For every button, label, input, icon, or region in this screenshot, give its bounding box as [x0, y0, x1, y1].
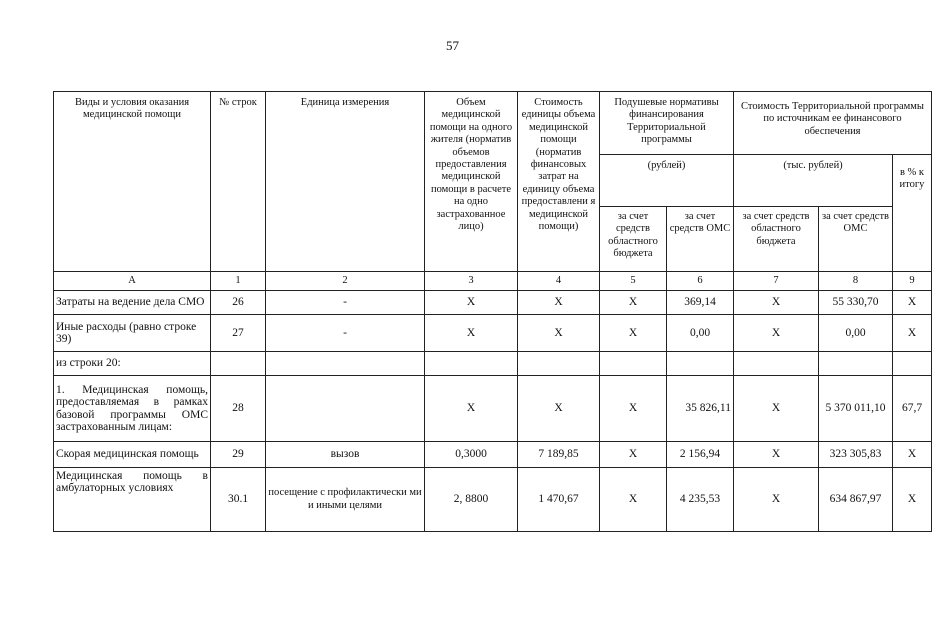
column-number: 4 [518, 272, 600, 291]
page-number: 57 [446, 38, 459, 53]
cell-row-number: 28 [211, 376, 266, 442]
cell-row-number [211, 352, 266, 376]
cell-tc-oms [819, 352, 893, 376]
column-number: 6 [667, 272, 734, 291]
cell-pc-regional: Х [600, 291, 667, 315]
cell-type: из строки 20: [54, 352, 211, 376]
cell-cost: Х [518, 315, 600, 352]
cell-type: Затраты на ведение дела СМО [54, 291, 211, 315]
table-row [54, 291, 932, 315]
cell-percent [893, 352, 932, 376]
column-number: 9 [893, 272, 932, 291]
cell-unit [266, 352, 425, 376]
cell-cost [518, 352, 600, 376]
header-type: Виды и условия оказания медицинской помощи [54, 92, 211, 272]
column-number: 5 [600, 272, 667, 291]
cell-volume: Х [425, 376, 518, 442]
cell-pc-oms: 369,14 [667, 291, 734, 315]
cell-tc-oms: 634 867,97 [819, 468, 893, 532]
cell-volume: 0,3000 [425, 442, 518, 468]
cell-unit: вызов [266, 442, 425, 468]
financing-table [53, 91, 932, 532]
cell-pc-regional: Х [600, 315, 667, 352]
cell-percent: Х [893, 442, 932, 468]
cell-pc-oms: 4 235,53 [667, 468, 734, 532]
header-tc-oms: за счет средств ОМС [819, 207, 893, 272]
header-cost: Стоимость единицы объема медицинской помощи (норматив финансовых затрат на единицу объема предоставлени я медицинской помощи) [518, 92, 600, 272]
cell-unit: - [266, 291, 425, 315]
cell-pc-regional [600, 352, 667, 376]
column-number: 7 [734, 272, 819, 291]
column-number: 1 [211, 272, 266, 291]
header-pc-oms: за счет средств ОМС [667, 207, 734, 272]
cell-tc-regional: Х [734, 315, 819, 352]
cell-volume [425, 352, 518, 376]
cell-pc-regional: Х [600, 442, 667, 468]
column-number: 8 [819, 272, 893, 291]
cell-percent: Х [893, 291, 932, 315]
cell-cost: 1 470,67 [518, 468, 600, 532]
cell-tc-oms: 55 330,70 [819, 291, 893, 315]
column-number: 3 [425, 272, 518, 291]
table-row [54, 442, 932, 468]
header-volume: Объем медицинской помощи на одного жителя (норматив объемов предоставления медицинской помощи в расчете на одно застрахованное лицо) [425, 92, 518, 272]
cell-volume: Х [425, 291, 518, 315]
cell-tc-oms: 0,00 [819, 315, 893, 352]
cell-cost: Х [518, 376, 600, 442]
cell-percent: Х [893, 468, 932, 532]
cell-volume: Х [425, 315, 518, 352]
header-tc-regional: за счет средств областного бюджета [734, 207, 819, 272]
cell-tc-regional: Х [734, 442, 819, 468]
header-rubles: (рублей) [600, 155, 734, 207]
table-row [54, 352, 932, 376]
cell-type: Медицинская помощь в амбулаторных условиях [54, 468, 211, 532]
cell-tc-regional: Х [734, 468, 819, 532]
header-per-capita: Подушевые нормативы финансирования Территориальной программы [600, 92, 734, 155]
cell-pc-oms [667, 352, 734, 376]
cell-tc-regional [734, 352, 819, 376]
cell-cost: 7 189,85 [518, 442, 600, 468]
column-number: А [54, 272, 211, 291]
header-pc-regional: за счет средств областного бюджета [600, 207, 667, 272]
cell-row-number: 29 [211, 442, 266, 468]
cell-percent: 67,7 [893, 376, 932, 442]
cell-row-number: 27 [211, 315, 266, 352]
header-row-number: № строк [211, 92, 266, 272]
table-row [54, 315, 932, 352]
header-unit: Единица измерения [266, 92, 425, 272]
cell-type: Иные расходы (равно строке 39) [54, 315, 211, 352]
table-row [54, 468, 932, 532]
cell-type: 1. Медицинская помощь, предоставляемая в рамках базовой программы ОМС застрахованным лицам: [54, 376, 211, 442]
header-percent: в % к итогу [893, 155, 932, 272]
column-number: 2 [266, 272, 425, 291]
header-total-cost: Стоимость Территориальной программы по источникам ее финансового обеспечения [734, 92, 932, 155]
cell-pc-regional: Х [600, 468, 667, 532]
cell-volume: 2, 8800 [425, 468, 518, 532]
cell-row-number: 26 [211, 291, 266, 315]
header-thousand-rubles: (тыс. рублей) [734, 155, 893, 207]
cell-unit: - [266, 315, 425, 352]
cell-pc-regional: Х [600, 376, 667, 442]
cell-tc-oms: 323 305,83 [819, 442, 893, 468]
cell-cost: Х [518, 291, 600, 315]
column-numbers-row [54, 272, 932, 291]
table-row [54, 376, 932, 442]
cell-percent: Х [893, 315, 932, 352]
cell-pc-oms: 0,00 [667, 315, 734, 352]
cell-pc-oms: 35 826,11 [667, 376, 734, 442]
cell-tc-oms: 5 370 011,10 [819, 376, 893, 442]
cell-row-number: 30.1 [211, 468, 266, 532]
cell-tc-regional: Х [734, 291, 819, 315]
cell-tc-regional: Х [734, 376, 819, 442]
cell-unit: посещение с профилактически ми и иными целями [266, 468, 425, 532]
cell-unit [266, 376, 425, 442]
cell-type: Скорая медицинская помощь [54, 442, 211, 468]
cell-pc-oms: 2 156,94 [667, 442, 734, 468]
